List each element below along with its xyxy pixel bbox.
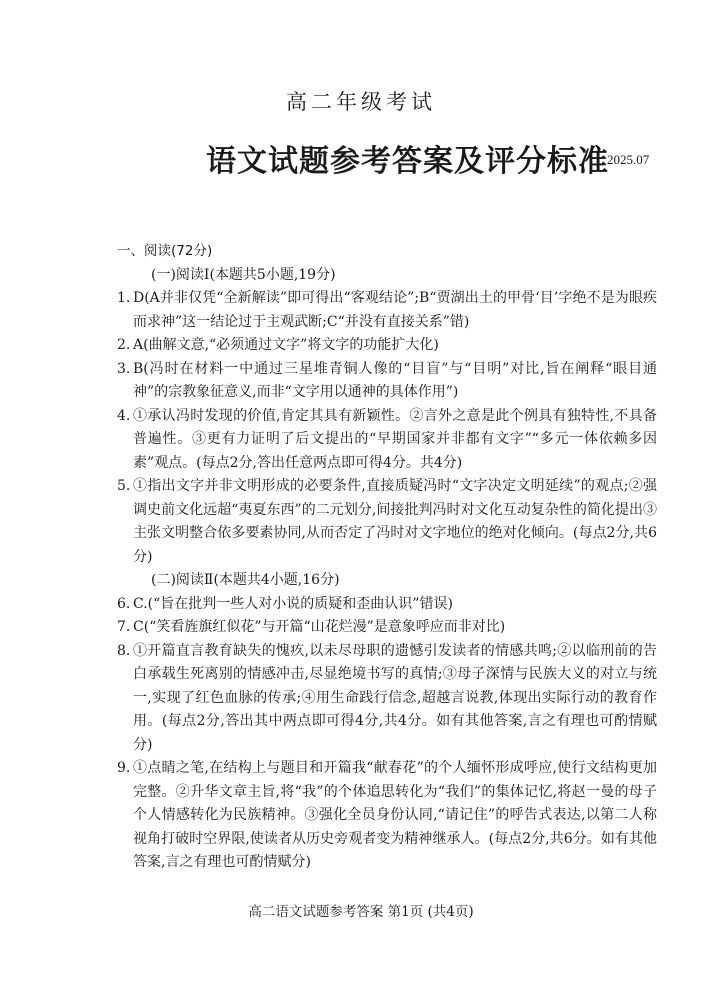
- exam-header: 高二年级考试: [286, 90, 436, 114]
- item-number: 6.: [117, 595, 131, 612]
- item-number: 8.: [117, 642, 131, 659]
- page-footer: 高二语文试题参考答案 第1页 (共4页): [248, 904, 474, 920]
- item-number: 1.: [117, 290, 131, 306]
- item-number: 5.: [117, 478, 131, 494]
- answer-item-9: [117, 757, 657, 875]
- item-number: 7.: [117, 619, 131, 635]
- item-number: 3.: [117, 360, 131, 377]
- item-number: 2.: [117, 337, 131, 353]
- item-number: 9.: [117, 760, 131, 776]
- answer-item-4: [117, 405, 657, 476]
- answer-item-1: [117, 287, 657, 334]
- answer-item-7: [117, 616, 657, 640]
- item-text: ①承认冯时发现的价值,肯定其具有新颖性。②言外之意是此个例具有独特性,不具备普遍性。③更有力证明了后文提出的“早期国家并非都有文字”“多元一体依赖多因素”观点。(每点2分,答出任意两点即可得4分。共4分): [133, 407, 657, 471]
- item-text: C(“笑看旌旗红似花”与开篇“山花烂漫”是意象呼应而非对比): [133, 619, 506, 635]
- answer-item-6: [117, 593, 657, 617]
- answer-item-2: [117, 334, 657, 358]
- item-text: C.(“旨在批判一些人对小说的质疑和歪曲认识”错误): [133, 595, 453, 612]
- answer-item-5: [117, 475, 657, 569]
- subsection-title-reading2: (二)阅读Ⅱ(本题共4小题,16分): [151, 572, 340, 588]
- subsection-title-reading1: (一)阅读Ⅰ(本题共5小题,19分): [151, 266, 336, 283]
- item-text: ①指出文字并非文明形成的必要条件,直接质疑冯时“文字决定文明延续”的观点;②强调史前文化远超“夷夏东西”的二元划分,间接批判冯时对文化互动复杂性的简化提出③主张文明整合依多要素协同,从而否定了冯时对文字地位的绝对化倾向。(每点2分,共6分): [133, 478, 657, 565]
- item-text: B(冯时在材料一中通过三星堆青铜人像的“目盲”与“目明”对比,旨在阐释“眼目通神”的宗教象征意义,而非“文字用以通神的具体作用”): [133, 360, 657, 400]
- item-number: 4.: [117, 407, 131, 424]
- answer-item-3: [117, 358, 657, 405]
- answer-item-8: [117, 640, 657, 758]
- exam-date: 2025.07: [607, 152, 650, 167]
- item-text: ①开篇直言教育缺失的愧疚,以未尽母职的遗憾引发读者的情感共鸣;②以临刑前的告白承载生死离别的情感冲击,尽显绝境书写的真情;③母子深情与民族大义的对立与统一,实现了红色血脉的传承;④用生命践行信念,超越言说教,体现出实际行动的教育作用。(每点2分,答出其中两点即可得4分,共4分。如有其他答案,言之有理也可酌情赋分): [133, 642, 657, 753]
- item-text: A(曲解文意,“必须通过文字”将文字的功能扩大化): [133, 337, 439, 353]
- page-title: 语文试题参考答案及评分标准: [206, 144, 609, 179]
- item-text: ①点睛之笔,在结构上与题目和开篇我“献春花”的个人缅怀形成呼应,使行文结构更加完整。②升华文章主旨,将“我”的个体追思转化为“我们”的集体记忆,将赵一曼的母子个人情感转化为民族精神。③强化全员身份认同,“请记住”的呼告式表达,以第二人称视角打破时空界限,使读者从历史旁观者变为精神继承人。(每点2分,共6分。如有其他答案,言之有理也可酌情赋分): [133, 760, 657, 870]
- item-text: D(A并非仅凭“全新解读”即可得出“客观结论”;B“贾湖出土的甲骨‘目’字绝不是为眼疾而求神”这一结论过于主观武断;C“并没有直接关系”错): [133, 290, 657, 330]
- section-title: 一、阅读(72分): [117, 243, 213, 259]
- answer-content: [117, 240, 657, 875]
